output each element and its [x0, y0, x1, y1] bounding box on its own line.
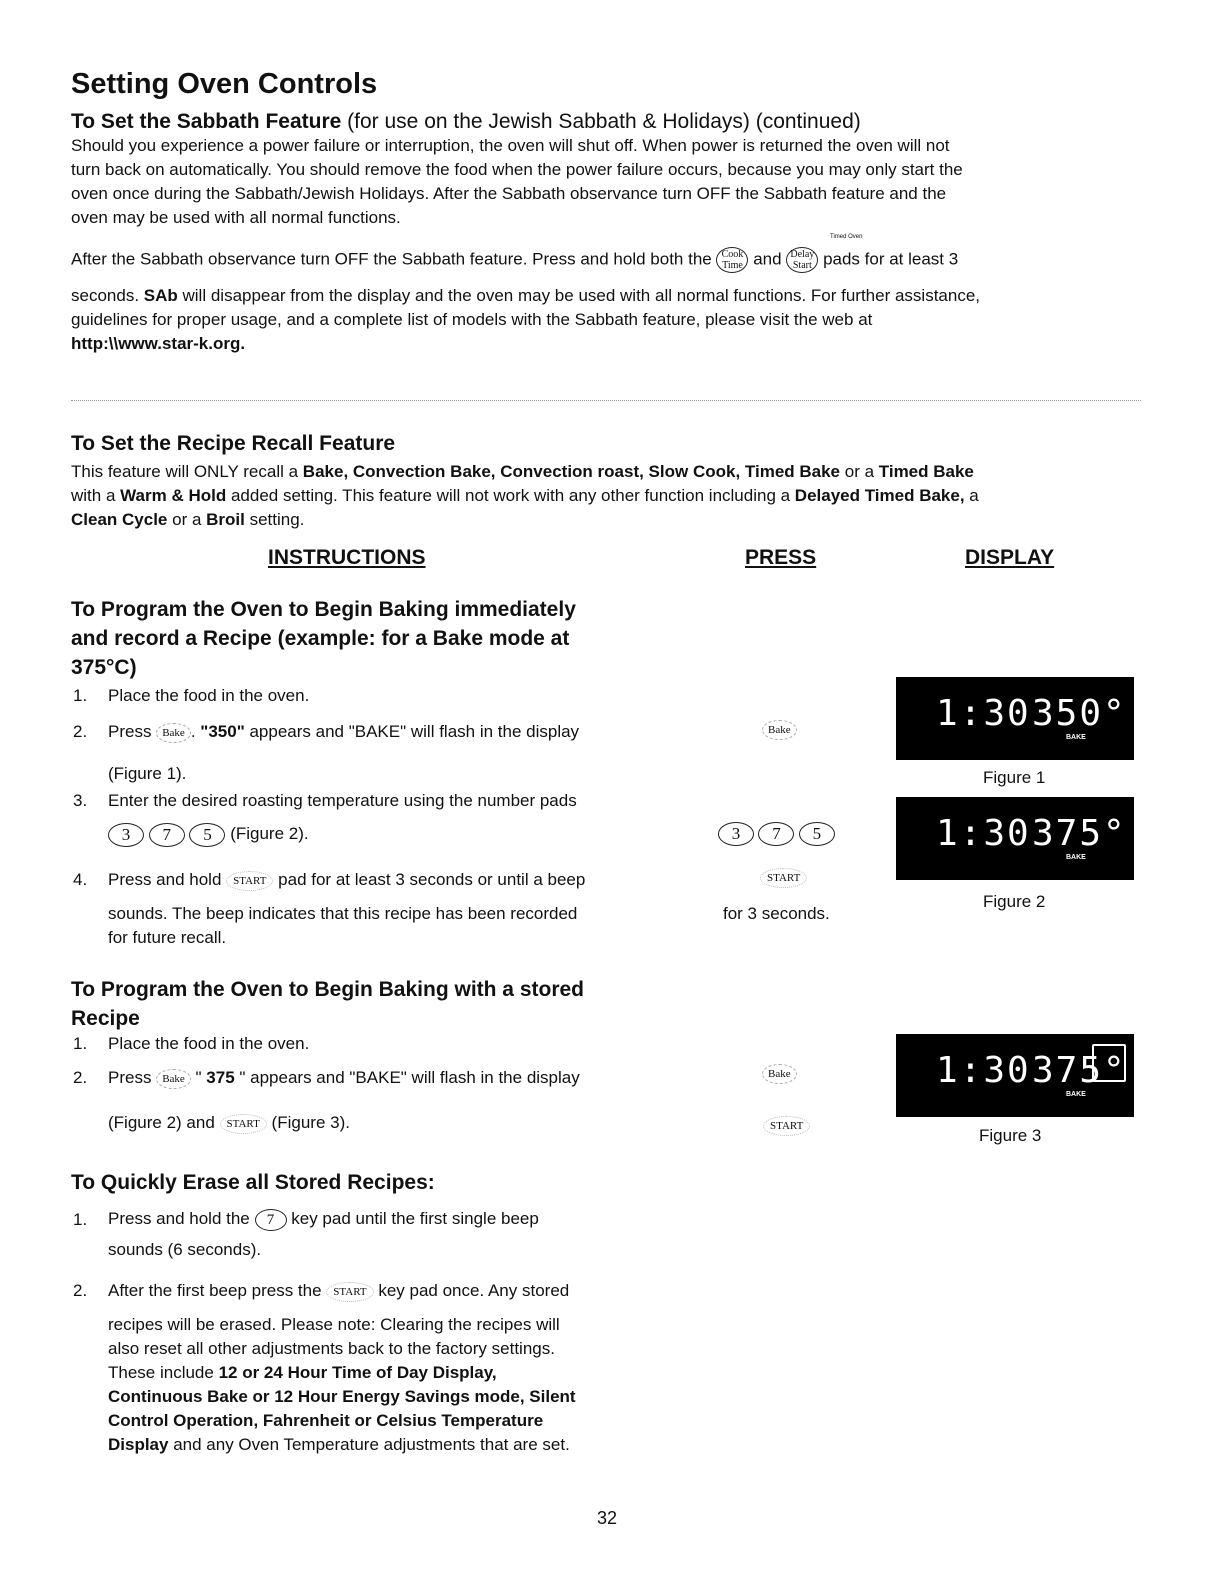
text: (Figure 2) and [108, 1113, 215, 1132]
step-text [108, 1066, 580, 1090]
text: " appears and "BAKE" will flash in the display [234, 1068, 580, 1087]
number-5-key-icon: 5 [189, 823, 225, 847]
sab-text: SAb [143, 286, 178, 305]
sabbath-line: turn back on automatically. You should remove the food when the power failure occurs, because you may only start the [71, 160, 963, 179]
bake-pad-icon: Bake [762, 1064, 797, 1084]
timed-oven-label: Timed Oven [830, 234, 863, 240]
text: setting. [244, 510, 305, 529]
column-header-instructions: INSTRUCTIONS [268, 546, 426, 569]
display-temp: 375° [1032, 813, 1127, 854]
heading-line: To Program the Oven to Begin Baking immediately [71, 598, 576, 621]
number-7-key-icon: 7 [149, 823, 185, 847]
column-header-press: PRESS [745, 546, 817, 569]
display-mode: BAKE [1066, 854, 1086, 861]
sabbath-heading [71, 110, 861, 134]
bake-pad-icon: Bake [156, 723, 191, 743]
display-mode: BAKE [1066, 1091, 1086, 1098]
heading-line: and record a Recipe (example: for a Bake mode at [71, 627, 570, 650]
start-pad-icon: START [226, 871, 273, 891]
text: Press [108, 722, 152, 741]
text: . [190, 722, 201, 741]
press-start-pad [763, 1116, 810, 1136]
step-text [108, 822, 309, 847]
section2-heading [71, 975, 584, 1033]
text: Timed Bake [878, 462, 974, 481]
display-time: 1:30 [936, 1050, 1031, 1091]
text: guidelines for proper usage, and a complete list of models with the Sabbath feature, please visit the web at [71, 310, 873, 329]
start-pad-icon: START [326, 1282, 373, 1302]
text: Bake, Convection Bake, Convection roast, Slow Cook, Timed Bake [302, 462, 841, 481]
text: Broil [206, 510, 245, 529]
step-text [108, 720, 579, 744]
text: seconds. [71, 286, 140, 305]
step-text [108, 1207, 539, 1231]
text: "350" [200, 722, 245, 741]
column-header-display: DISPLAY [965, 546, 1055, 569]
text: Display [108, 1435, 169, 1454]
step-text [108, 1313, 576, 1457]
text: These include [108, 1363, 219, 1382]
section1-heading [71, 595, 576, 682]
bake-pad-icon: Bake [156, 1069, 191, 1089]
start-pad-icon: START [220, 1114, 267, 1134]
text: key pad once. Any stored [378, 1281, 570, 1300]
step-number: 1. [73, 1210, 88, 1229]
text: This feature will ONLY recall a [71, 462, 303, 481]
step-text: Place the food in the oven. [108, 686, 310, 705]
step-number: 4. [73, 870, 88, 889]
text: (Figure 2). [230, 824, 309, 843]
text: Delayed Timed Bake, [794, 486, 965, 505]
text: " [190, 1068, 207, 1087]
step-text: for future recall. [108, 928, 227, 947]
recipe-heading: To Set the Recipe Recall Feature [71, 432, 396, 455]
text: recipes will be erased. Please note: Clearing the recipes will [108, 1315, 560, 1334]
number-3-key-icon: 3 [718, 822, 754, 846]
figure-1-caption: Figure 1 [983, 768, 1046, 787]
step-number: 2. [73, 1068, 88, 1087]
text: and [753, 249, 782, 269]
display-mode: BAKE [1066, 734, 1086, 741]
text: After the Sabbath observance turn OFF the Sabbath feature. Press and hold both the [71, 249, 712, 269]
text: added setting. This feature will not work with any other function including a [226, 486, 795, 505]
oven-door-indicator-icon [1092, 1044, 1126, 1082]
figure-1-display [896, 677, 1134, 760]
sabbath-line: Should you experience a power failure or interruption, the oven will shut off. When power is returned the oven will not [71, 136, 950, 155]
page-title: Setting Oven Controls [71, 68, 378, 100]
sabbath-heading-rest: (for use on the Jewish Sabbath & Holidays) (continued) [341, 110, 861, 133]
text: 375 [206, 1068, 235, 1087]
text: or a [167, 510, 207, 529]
number-5-key-icon: 5 [799, 822, 835, 846]
step-text: sounds. The beep indicates that this recipe has been recorded [108, 904, 578, 923]
text: After the first beep press the [108, 1281, 322, 1300]
text: key pad until the first single beep [291, 1209, 539, 1228]
bake-pad-icon: Bake [762, 720, 797, 740]
step-text: Place the food in the oven. [108, 1034, 310, 1053]
step-number: 1. [73, 686, 88, 705]
start-pad-icon: START [760, 868, 807, 888]
text: and any Oven Temperature adjustments that are set. [168, 1435, 570, 1454]
press-bake-pad [762, 720, 797, 740]
step-number: 1. [73, 1034, 88, 1053]
section-divider [71, 400, 1141, 401]
step-number: 3. [73, 791, 88, 810]
start-pad-icon: START [763, 1116, 810, 1136]
figure-3-caption: Figure 3 [979, 1126, 1042, 1145]
number-3-key-icon: 3 [108, 823, 144, 847]
display-temp: 350° [1032, 693, 1127, 734]
sabbath-paragraph-1 [71, 134, 963, 230]
text: (Figure 3). [271, 1113, 350, 1132]
cook-time-key-icon: Cook Time [716, 247, 748, 273]
heading-line: To Program the Oven to Begin Baking with a stored [71, 978, 585, 1001]
text: Press and hold [108, 870, 222, 889]
display-time: 1:30 [936, 693, 1031, 734]
text: Press [108, 1068, 152, 1087]
press-duration: for 3 seconds. [723, 904, 830, 923]
step-number: 2. [73, 1281, 88, 1300]
text: Clean Cycle [71, 510, 168, 529]
text: will disappear from the display and the oven may be used with all normal functions. For further assistance, [177, 286, 981, 305]
page-number: 32 [597, 1508, 618, 1528]
text: also reset all other adjustments back to the factory settings. [108, 1339, 555, 1358]
text: with a [71, 486, 121, 505]
text: Continuous Bake or 12 Hour Energy Savings mode, Silent [108, 1387, 576, 1406]
heading-line: Recipe [71, 1007, 140, 1030]
text: 12 or 24 Hour Time of Day Display, [218, 1363, 497, 1382]
text: pads for at least 3 [823, 249, 959, 269]
figure-3-display [896, 1034, 1134, 1117]
step-text: sounds (6 seconds). [108, 1240, 262, 1259]
recipe-intro [71, 460, 979, 532]
number-7-key-icon: 7 [758, 822, 794, 846]
sabbath-line: oven may be used with all normal functions. [71, 208, 401, 227]
text: or a [840, 462, 879, 481]
figure-2-caption: Figure 2 [983, 892, 1046, 911]
text: a [964, 486, 979, 505]
sabbath-line: oven once during the Sabbath/Jewish Holidays. After the Sabbath observance turn OFF the Sabbath feature and the [71, 184, 947, 203]
number-7-key-icon: 7 [255, 1209, 287, 1231]
text: Control Operation, Fahrenheit or Celsius Temperature [108, 1411, 544, 1430]
text: Press and hold the [108, 1209, 250, 1228]
sabbath-heading-bold: To Set the Sabbath Feature [71, 110, 342, 133]
sabbath-paragraph-3 [71, 284, 980, 356]
figure-2-display [896, 797, 1134, 880]
step-text [108, 1111, 350, 1135]
step-number: 2. [73, 722, 88, 741]
press-start-pad [760, 868, 807, 888]
text: Warm & Hold [120, 486, 227, 505]
display-time: 1:30 [936, 813, 1031, 854]
display-temp: 375° [1032, 1050, 1127, 1091]
press-bake-pad [762, 1064, 797, 1084]
step-text [108, 868, 585, 892]
sabbath-paragraph-2 [71, 247, 958, 273]
step-text [108, 1279, 569, 1303]
press-number-keys [718, 822, 835, 846]
star-k-link[interactable]: http:\\www.star-k.org. [71, 334, 246, 353]
heading-line: 375°C) [71, 656, 137, 679]
step-text: Enter the desired roasting temperature using the number pads [108, 791, 577, 810]
text: appears and "BAKE" will flash in the display [244, 722, 580, 741]
step-text: (Figure 1). [108, 764, 187, 783]
text: pad for at least 3 seconds or until a beep [278, 870, 586, 889]
delay-start-key-icon: Delay Start [786, 247, 818, 273]
section3-heading: To Quickly Erase all Stored Recipes: [71, 1171, 435, 1194]
